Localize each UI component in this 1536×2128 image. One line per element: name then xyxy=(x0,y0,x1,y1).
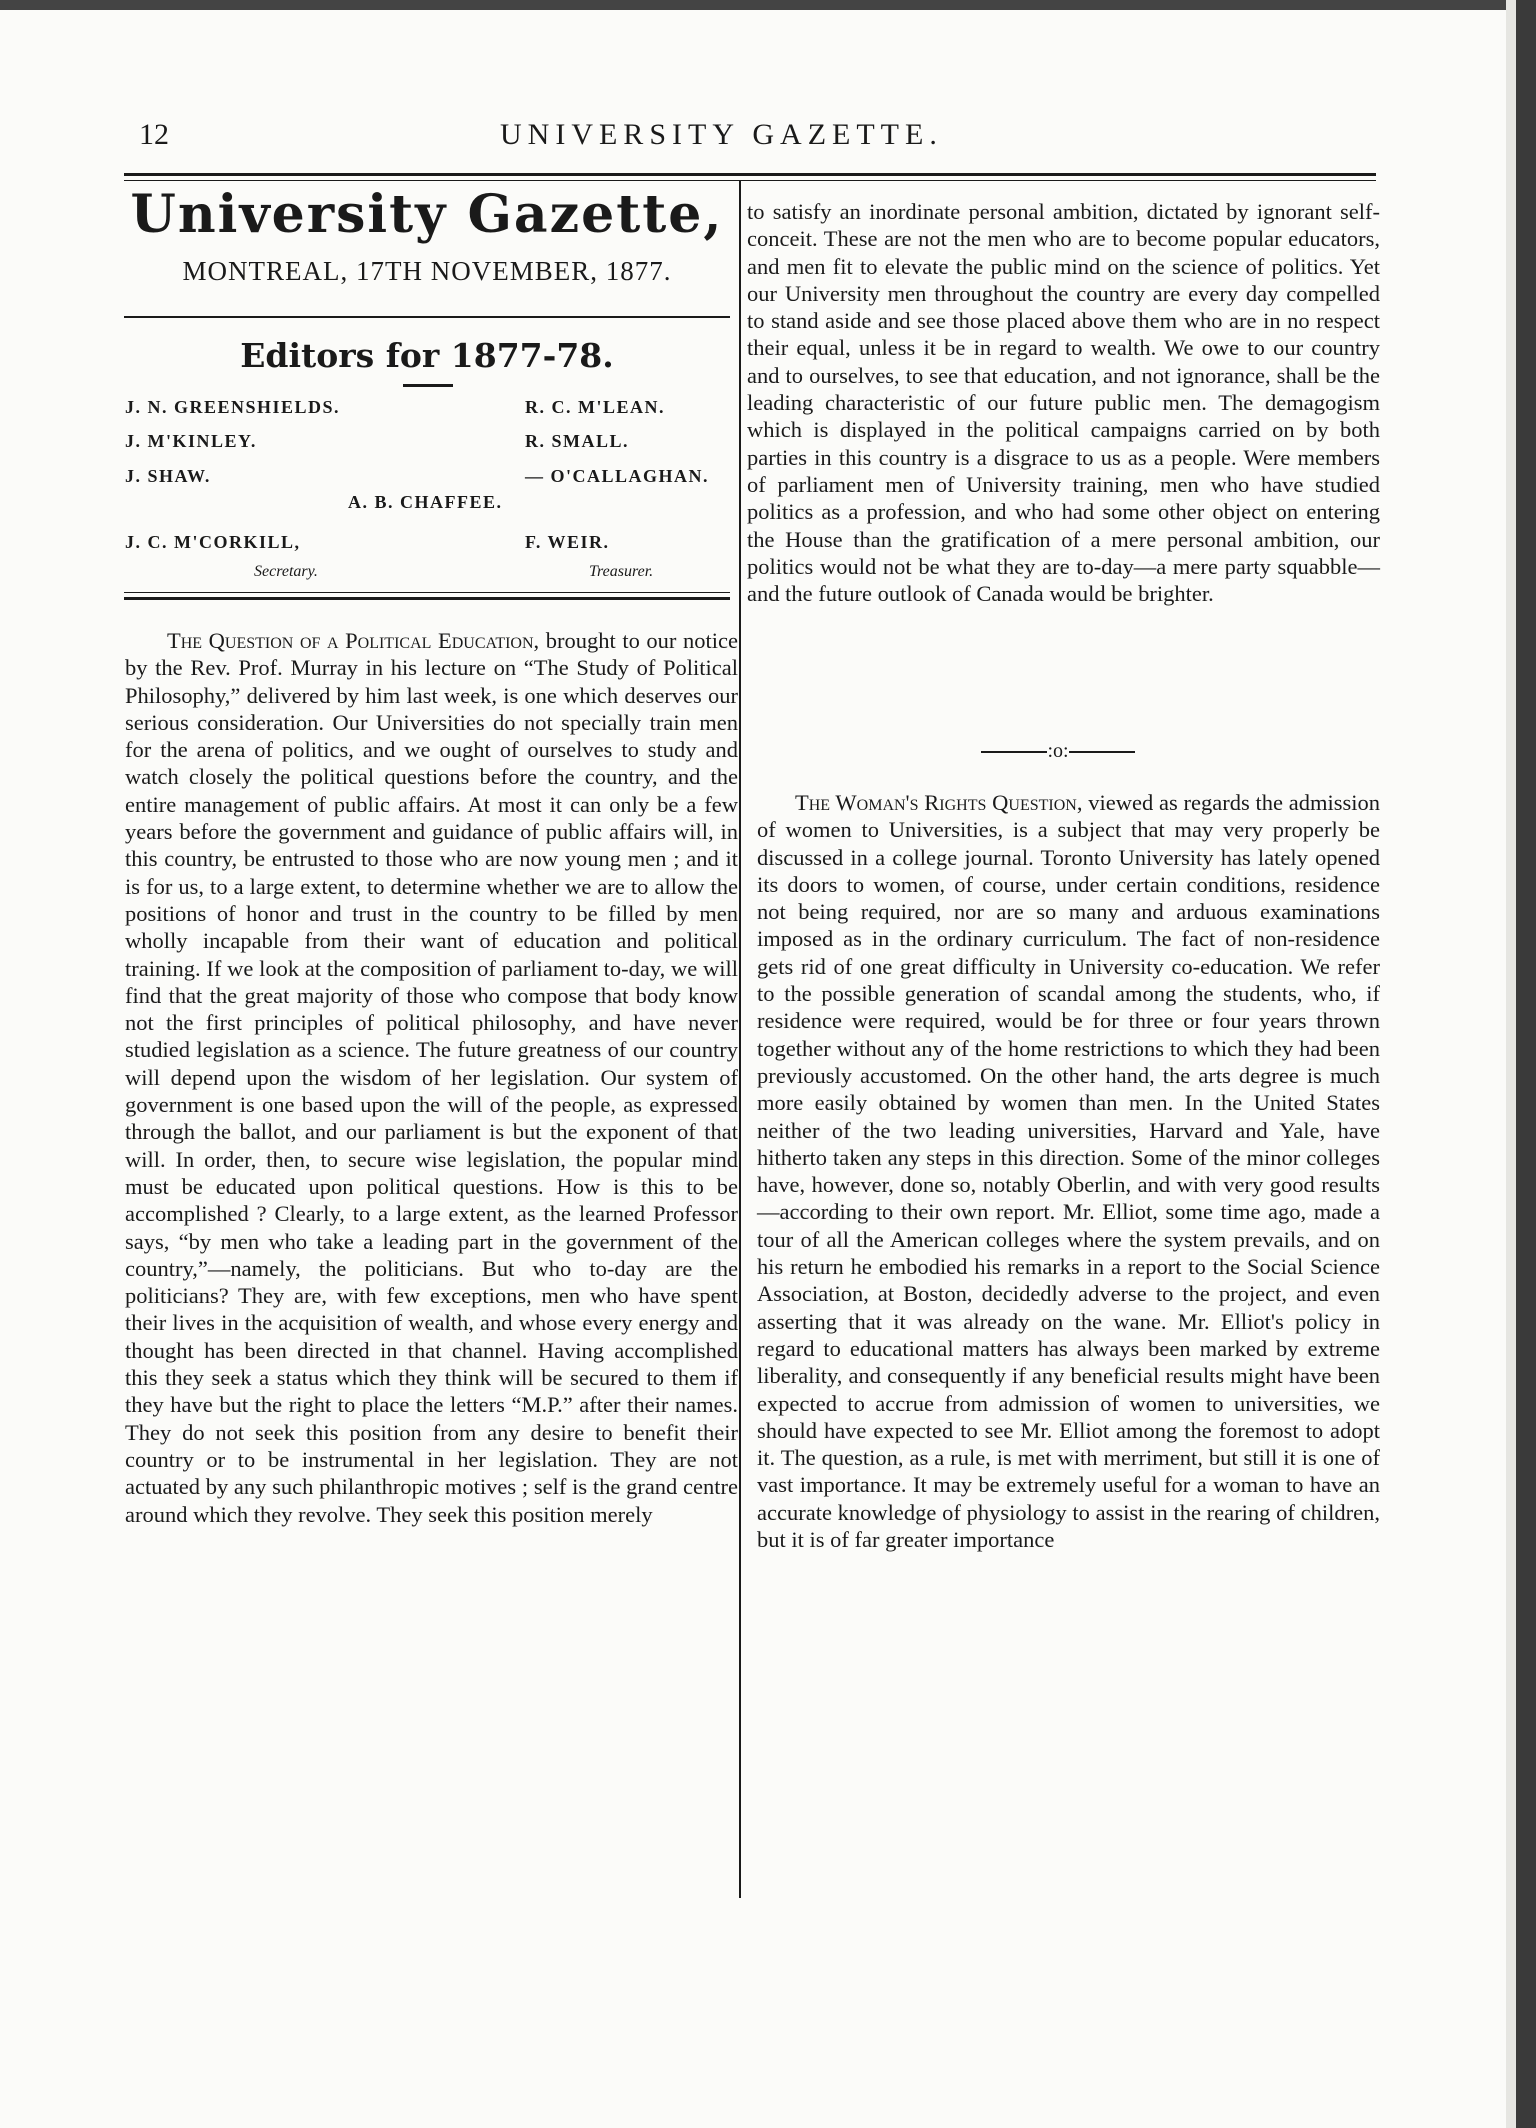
header-rule-thin xyxy=(124,180,1376,181)
editor-name: J. SHAW. xyxy=(125,466,211,486)
running-title: UNIVERSITY GAZETTE. xyxy=(500,118,943,151)
scan-binding-shadow xyxy=(1516,0,1536,2128)
scan-edge-top xyxy=(0,0,1536,10)
editor-name: J. N. GREENSHIELDS. xyxy=(125,397,341,417)
article-body: brought to our notice by the Rev. Prof. Murray in his lecture on “The Study of Political Philosophy,” delivered by him last week, is one which deserves our serious consideration. Our Universities do not specially train men for the arena of politics, and we ought of ourselves to study and watch closely the political questions before the country, and the entire management of public affairs. At most it can only be a few years before the government and guidance of public affairs will, in this country, be entrusted to those who are now young men ; and it is for us, to a large extent, to determine whether we are to allow the positions of honor and trust in the country to be filled by men wholly incapable from their want of education and political training. If we look at the composition of parliament to-day, we will find that the great majority of those who compose that body know not the first principles of political philosophy, and have never studied legislation as a science. The future greatness of our country will depend upon the wisdom of her legislation. Our system of government is one based upon the will of the people, as expressed through the ballot, and our parliament is but the exponent of that will. In order, then, to secure wise legislation, the popular mind must be educated upon political questions. How is this to be accomplished ? Clearly, to a large extent, as the learned Professor says, “by men who take a leading part in the government of the country,”—namely, the politicians. But who to-day are the politicians? They are, with few exceptions, men who have spent their lives in the acquisition of wealth, and whose every energy and thought has been directed in that channel. Having accomplished this they seek a status which they think will be secured to them if they have but the right to place the letters “M.P.” after their names. They do not seek this position from any desire to benefit their country or to be instrumental in her legislation. They are not actuated by any such philanthropic motives ; self is the grand centre around which they revolve. They seek this position merely xyxy=(125,628,738,1527)
editor-name: R. C. M'LEAN. xyxy=(525,397,665,417)
section-divider xyxy=(963,740,1153,763)
secretary-role: Secretary. xyxy=(254,563,318,580)
header-rule-thick xyxy=(124,173,1376,176)
column-rule xyxy=(739,181,741,1898)
article-body: viewed as regards the admission of women to Universities, is a subject that may very properly be discussed in a college journal. Toronto University has lately opened its doors to women, of course, under certain conditions, residence not being required, nor are so many and arduous examinations imposed as in the ordinary curriculum. The fact of non-residence gets rid of one great difficulty in University co-education. We refer to the possible generation of scandal among the students, who, if residence were required, would be for three or four years thrown together without any of the home restrictions to which they had been previously accustomed. On the other hand, the arts degree is much more easily obtained by women than men. In the United States neither of the two leading universities, Harvard and Yale, have hitherto taken any steps in this direction. Some of the minor colleges have, however, done so, notably Oberlin, and with very good results—according to their own report. Mr. Elliot, some time ago, made a tour of all the American colleges where the system prevails, and on his return he embodied his remarks in a report to the Social Science Association, at Boston, decidedly adverse to the project, and even asserting that it was already on the wane. Mr. Elliot's policy in regard to educational matters has always been marked by extreme liberality, and consequently if any beneficial results might have been expected to accrue from admission of women to universities, we should have expected to see Mr. Elliot among the foremost to adopt it. The question, as a rule, is met with merriment, but still it is one of vast importance. It may be extremely useful for a woman to have an accurate knowledge of physiology to assist in the rearing of children, but it is of far greater importance xyxy=(757,790,1381,1553)
article-womens-rights xyxy=(757,789,1380,1553)
editors-rule-thick xyxy=(124,597,730,600)
editor-name: A. B. CHAFFEE. xyxy=(348,492,503,512)
treasurer-name: F. WEIR. xyxy=(525,532,610,552)
masthead-rule xyxy=(124,316,730,318)
masthead-title: University Gazette, xyxy=(130,184,724,245)
scan-page-edge xyxy=(1506,0,1516,2128)
divider-mark: :o: xyxy=(1047,740,1069,762)
editor-name: R. SMALL. xyxy=(525,431,630,451)
page-number: 12 xyxy=(139,118,169,151)
article-lead: The Woman's Rights Question, xyxy=(795,790,1083,815)
article-political-education-col2 xyxy=(747,198,1380,607)
editor-name: J. M'KINLEY. xyxy=(125,431,257,451)
article-lead: The Question of a Political Education, xyxy=(167,628,540,653)
article-political-education-col1 xyxy=(125,627,738,1528)
article-body-continued: to satisfy an inordinate personal ambition, dictated by ignorant self-conceit. These are not the men who are to become popular educators, and men fit to elevate the public mind on the science of politics. Yet our University men throughout the country are every day compelled to stand aside and see those placed above them who are in no respect their equal, unless it be in regard to wealth. We owe to our country and to ourselves, to see that education, and not ignorance, shall be the leading characteristic of our future public men. The demagogism which is displayed in the political campaigns carried on by both parties in this country is a disgrace to us as a people. Were members of parliament men of University training, men who have studied politics as a profession, and who had some other object on entering the House than the gratification of a mere personal ambition, our politics would not be what they are to-day—a mere party squabble—and the future outlook of Canada would be brighter. xyxy=(747,199,1380,607)
editors-heading: Editors for 1877-78. xyxy=(240,336,614,375)
secretary-name: J. C. M'CORKILL, xyxy=(125,532,301,552)
editors-rule-thin xyxy=(124,592,730,593)
masthead-dateline: MONTREAL, 17TH NOVEMBER, 1877. xyxy=(182,256,672,286)
editor-name: — O'CALLAGHAN. xyxy=(525,466,710,486)
treasurer-role: Treasurer. xyxy=(589,563,654,580)
editors-heading-dash xyxy=(403,384,453,387)
